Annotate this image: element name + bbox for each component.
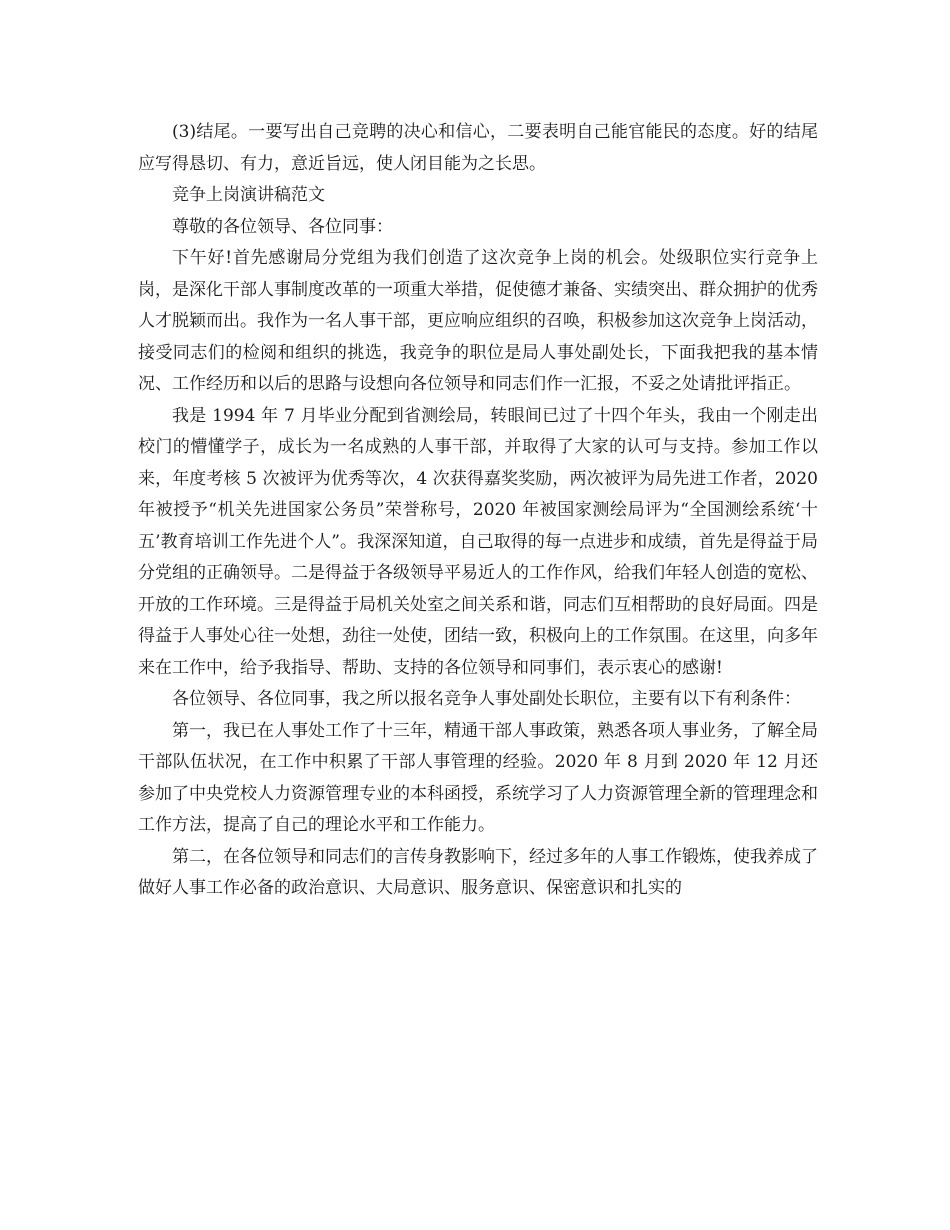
speech-title: 竞争上岗演讲稿范文 xyxy=(172,185,325,205)
paragraph-opening: 下午好!首先感谢局分党组为我们创造了这次竞争上岗的机会。处级职位实行竞争上岗，是深化干部人事制度改革的一项重大举措，促使德才兼备、实绩突出、群众拥护的优秀人才脱颖而出。我作为一名人事干部，更应响应组织的召唤，积极参加这次竞争上岗活动，接受同志们的检阅和组织的挑选，我竞争的职位是局人事处副处长，下面我把我的基本情况、工作经历和以后的思路与设想向各位领导和同志们作一汇报，不妥之处请批评指正。 xyxy=(138,248,818,394)
paragraph-conditions-intro: 各位领导、各位同事，我之所以报名竞争人事处副处长职位，主要有以下有利条件： xyxy=(172,689,801,709)
paragraph-background: 我是 1994 年 7 月毕业分配到省测绘局，转眼间已过了十四个年头，我由一个刚走出校门的懵懂学子，成长为一名成熟的人事干部，并取得了大家的认可与支持。参加工作以来，年度考核 5 次被评为优秀等次，4 次获得嘉奖奖励，两次被评为局先进工作者，2020 年被授予“机关先进国家公务员”荣誉称号，2020 年被国家测绘局评为“全国测绘系统‘十五’教育培训工作先进个人”。我深深知道，自己取得的每一点进步和成绩，首先是得益于局分党组的正确领导。二是得益于各级领导平易近人的工作作风，给我们年轻人创造的宽松、开放的工作环境。三是得益于局机关处室之间关系和谐，同志们互相帮助的良好局面。四是得益于人事处心往一处想，劲往一处使，团结一致，积极向上的工作氛围。在这里，向多年来在工作中，给予我指导、帮助、支持的各位领导和同事们，表示衷心的感谢! xyxy=(138,405,818,678)
paragraph-conclusion-tip: (3)结尾。一要写出自己竞聘的决心和信心，二要表明自己能官能民的态度。好的结尾应写得恳切、有力，意近旨远，使人闭目能为之长思。 xyxy=(138,122,818,174)
document-body xyxy=(138,117,818,905)
paragraph-condition-first: 第一，我已在人事处工作了十三年，精通干部人事政策，熟悉各项人事业务，了解全局干部队伍状况，在工作中积累了干部人事管理的经验。2020 年 8 月到 2020 年 12 月还参加了中央党校人力资源管理专业的本科函授，系统学习了人力资源管理全新的管理理念和工作方法，提高了自己的理论水平和工作能力。 xyxy=(138,720,818,835)
speech-salutation: 尊敬的各位领导、各位同事： xyxy=(172,216,393,237)
paragraph-condition-second: 第二，在各位领导和同志们的言传身教影响下，经过多年的人事工作锻炼，使我养成了做好人事工作必备的政治意识、大局意识、服务意识、保密意识和扎实的 xyxy=(138,846,818,898)
